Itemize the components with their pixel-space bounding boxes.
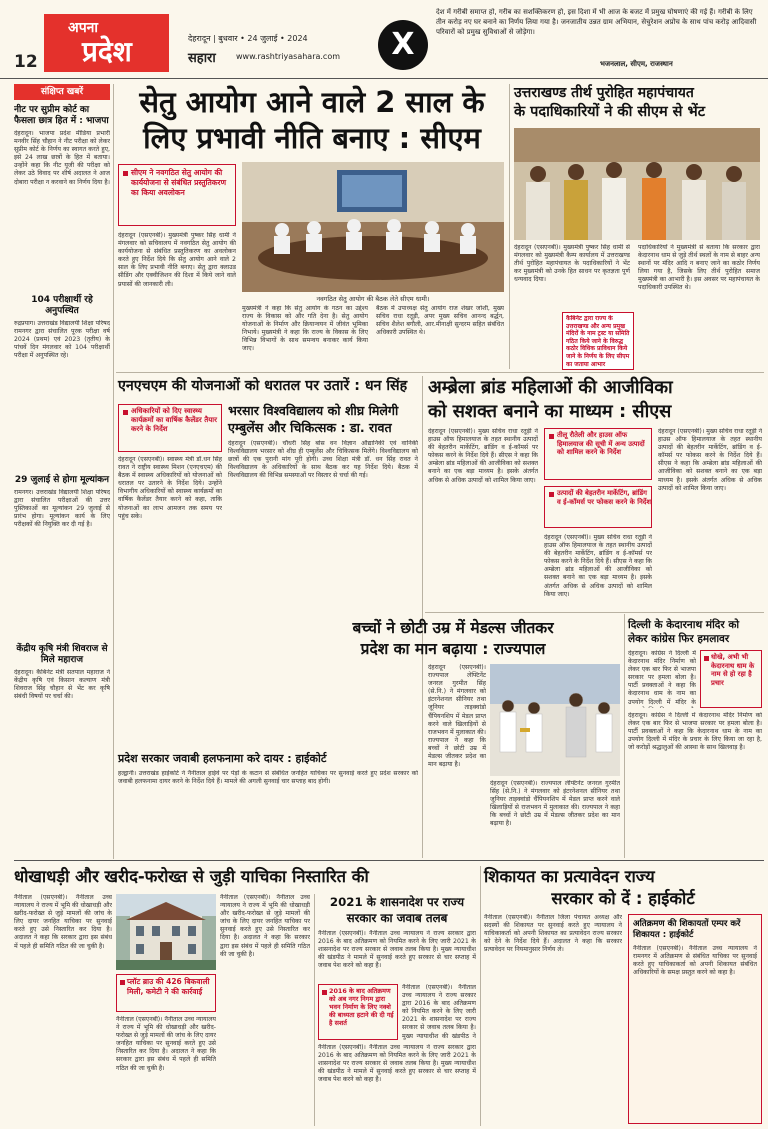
bullet-icon [549,492,554,497]
brief-4-title: केंद्रीय कृषि मंत्री शिवराज से मिले महाराज [16,644,108,665]
grievance-body: नैनीताल (एसएनबी)। नैनीताल जिला पंचायत अध्यक्ष और सदस्यों की शिकायत पर सुनवाई करते हुए न्यायालय ने याचिकाकर्ता को अपनी शिकायत का प्रत्यावेदन राज्य सरकार को देने के निर्देश दिये हैं। अदालत ने कहा कि सरकार प्रत्यावेदन पर नियमानुसार निर्णय ले। [484,914,622,954]
medal-headline [290,618,616,660]
divider [113,84,114,859]
grievance-headline-line-2: सरकार को दें : हाईकोर्ट [551,889,695,908]
fraud-photo [116,894,216,970]
grievance-box-body: नैनीताल (एसएनबी)। नैनीताल उच्च न्यायालय ने रामनगर में अतिक्रमण से संबंधित याचिका पर सुनवाई करते हुए याचिकाकर्ता को अपनी शिकायत संबंधित अधिकारियों के समक्ष प्रस्तुत करने को कहा है। [633,945,757,977]
lead-bullet-text: सीएम ने नवगठित सेतु आयोग की कार्ययोजना से संबंधित प्रस्तुतिकरण का किया अवलोकन [131,168,227,197]
grievance-headline-line-1: शिकायत का प्रत्यावेदन राज्य [484,867,655,886]
shasnadesh-headline-line-1: 2021 के शासनादेश पर राज्य [329,895,465,909]
kedar-bullet-text: धोखे, अभी भी केदारनाथ धाम के नाम से हो रहा है प्रचार [711,653,755,687]
shasnadesh-headline [318,894,476,926]
brand-main: प्रदेश [82,35,132,68]
women-bullet-2-text: उत्पादों की बेहतरीन मार्केटिंग, ब्रांडिंग व ई-कॉमर्स पर फोकस करने के निर्देश [557,489,651,506]
shasnadesh-bullet [318,984,398,1040]
bullet-icon [549,434,554,439]
women-bullet-2 [544,486,652,528]
grievance-box [628,914,762,1124]
paper-logo: सहारा [188,51,216,66]
masthead-rule [0,78,768,79]
right-top-body-2: पदाधिकारियों ने मुख्यमंत्री से बताया कि सरकार द्वारा केदारनाथ धाम से जुड़े तीर्थ स्थलों के नाम से बाहर अन्य स्थानों पर मंदिर आदि न बनाए जाने का कठोर निर्णय लिया गया है, जिसके लिए तीर्थ पुरोहित समाज मुख्यमंत्री का आभारी है। इस अवसर पर महापंचायत के पदाधिकारी उपस्थित थे। [638,244,760,292]
kedar-body: देहरादून। कांग्रेस ने दिल्ली में केदारनाथ मंदिर निर्माण को लेकर एक बार फिर से भाजपा सरकार पर हमला बोला है। पार्टी प्रवक्ताओं ने कहा कि केदारनाथ धाम के नाम का उपयोग दिल्ली में मंदिर के [628,650,696,706]
bullet-icon [123,410,128,415]
grievance-headline [484,866,762,910]
medal-body: देहरादून (एसएनबी)। राज्यपाल लेफ्टिनेंट जनरल गुरमीत सिंह (से.नि.) ने मंगलवार को इंटरनेशनल सीनियर तथा जूनियर ताइक्वांडो चैंपियनशिप में मेडल प्राप्त करने वाले खिलाड़ियों से राजभवन में मुलाकात की। राज्यपाल ने कहा कि बच्चों ने छोटी उम्र में मेडल्स जीतकर प्रदेश का मान बढ़ाया है। [428,664,486,769]
shasnadesh-body: नैनीताल (एसएनबी)। नैनीताल उच्च न्यायालय ने राज्य सरकार द्वारा 2016 के बाद अतिक्रमण को नियमित करने के लिए जारी 2021 के शासनादेश पर राज्य सरकार से जवाब तलब किया है। मुख्य न्यायाधीश की खंडपीठ ने मामले में सुनवाई करते हुए सरकार से चार सप्ताह में जवाब पेश करने को कहा है। [318,930,476,970]
lead-headline [118,84,506,156]
x-logo-icon [378,20,428,70]
lead-photo-caption: नवगठित सेतु आयोग की बैठक लेते सीएम धामी। [316,295,430,303]
delegation-photo-svg [514,128,760,240]
women-bullet-1-text: तीलू रौतेली और हाउस ऑफ हिमालयाज की सूची में अन्य उत्पादों को शामिल करने के निर्देश [557,431,645,457]
right-top-headline-line-2: के पदाधिकारियों ने की सीएम से भेंट [514,104,706,120]
website[interactable]: www.rashtriyasahara.com [236,52,341,61]
right-top-bullet-text: कैबिनेट द्वारा राज्य के उत्तराखण्ड और अन्य प्रमुख मंदिरों के नाम ट्रस्ट या समिति गठित किये जाने के विरुद्ध कठोर विधिक प्राविधान किये जाने के निर्णय के लिए सीएम का जताया आभार [566,315,630,368]
lead-bullet [118,164,236,226]
bullet-icon [322,990,327,995]
brand-top: अपना [68,20,99,36]
fraud-body: नैनीताल (एसएनबी)। नैनीताल उच्च न्यायालय ने राज्य में भूमि की धोखाधड़ी और खरीद-फरोख्त से जुड़े मामलों की जांच के लिए दायर जनहित याचिका पर सुनवाई करते हुए उसे निस्तारित कर दिया है। अदालत ने कहा कि सरकार द्वारा इस संबंध में पहले ही समिति गठित की जा चुकी है। [14,894,112,950]
lead-headline-line-2: लिए प्रभावी नीति बनाए : सीएम [143,121,481,155]
bharsar-headline-line-1: भरसार विश्वविद्यालय को शीघ्र मिलेगी [228,403,399,418]
medal-headline-line-1: बच्चों ने छोटी उम्र में मेडल्स जीतकर [352,619,554,637]
bullet-icon [123,171,128,176]
masthead-quote: देश में गरीबी समाप्त हो, गरीब का सशक्तिकरण हो, इस दिशा में भी आज के बजट में प्रमुख घोषणाएं की गई हैं। गरीबी के लिए तीन करोड़ नए घर बनाने का निर्णय लिया गया है। जनजातीय उन्नत ग्राम अभियान, सेचुरेशन अप्रोच के साथ पांच करोड़ आदिवासी परिवारों को प्रमुख सुविधाओं से जोड़ेगा। [436,8,757,36]
divider [14,860,764,861]
kedar-headline-line-2: लेकर कांग्रेस फिर हमलावर [628,633,730,645]
court-building-photo-svg [116,894,216,970]
brief-3-title: 29 जुलाई से होगा मूल्यांकन [14,475,110,485]
nhm-bullet-text: अधिकारियों को दिए स्वास्थ्य कार्यक्रमों का वार्षिक कैलेंडर तैयार करने के निर्देश [131,407,217,433]
right-top-photo [514,128,760,240]
shasnadesh-body-3: नैनीताल (एसएनबी)। नैनीताल उच्च न्यायालय ने राज्य सरकार द्वारा 2016 के बाद अतिक्रमण को नियमित करने के लिए जारी 2021 के शासनादेश पर राज्य सरकार से जवाब तलब किया है। मुख्य न्यायाधीश की खंडपीठ ने मामले में सुनवाई करते हुए सरकार से चार सप्ताह में जवाब पेश करने को कहा है। [318,1044,476,1084]
lead-body-3: बैठक में उपाध्यक्ष सेतु आयोग राज शेखर जोशी, मुख्य सचिव राधा रतूड़ी, अपर मुख्य सचिव आनन्द बर्द्धन, सचिव शैलेश बगौली, आर.मीनाक्षी सुन्दरम सहित संबंधित अधिकारी उपस्थित थे। [376,305,504,337]
hc-panel-body: हल्द्वानी। उत्तराखंड हाईकोर्ट ने नैनीताल हाईवे पर पेड़ों के कटान से संबंधित जनहित याचिका पर सुनवाई करते हुए प्रदेश सरकार को जवाबी हलफनामा दायर करने के निर्देश दिये हैं। मामले की अगली सुनवाई चार सप्ताह बाद होगी। [118,770,418,786]
shasnadesh-body-2: नैनीताल (एसएनबी)। नैनीताल उच्च न्यायालय ने राज्य सरकार द्वारा 2016 के बाद अतिक्रमण को नियमित करने के लिए जारी 2021 के शासनादेश पर राज्य सरकार से जवाब तलब किया है। मुख्य न्यायाधीश की खंडपीठ ने [402,984,476,1040]
lead-body-2: मुख्यमंत्री ने कहा कि सेतु आयोग के गठन का उद्देश्य राज्य के विकास को और गति देना है। सेतु आयोग योजनाओं के निर्माण और क्रियान्वयन में जीवंत भूमिका निभाये। मुख्यमंत्री ने कहा कि राज्य के विकास के लिए विभिन्न विभागों के साथ समन्वय बनाकर कार्य किया जाए। [242,305,368,353]
fraud-headline: धोखाधड़ी और खरीद-फरोख्त से जुड़ी याचिका निस्तारित की [14,867,369,886]
divider [480,866,481,1126]
lead-photo [242,162,504,292]
divider [422,376,423,858]
page-number: 12 [14,52,38,72]
shasnadesh-bullet-text: 2016 के बाद अतिक्रमण को अब नगर निगम द्वारा भवन निर्माण के लिए नक्शे की बाध्यता हटाने की दी गई है सशर्त [329,987,394,1027]
nhm-body: देहरादून (एसएनबी)। स्वास्थ्य मंत्री डॉ.धन सिंह रावत ने राष्ट्रीय स्वास्थ्य मिशन (एनएचएम) की बैठक में स्वास्थ्य अधिकारियों को योजनाओं को धरातल पर उतारने के निर्देश दिये। उन्होंने विभागीय अधिकारियों को स्वास्थ्य कार्यक्रमों का वार्षिक कैलेंडर तैयार करने को कहा, ताकि योजनाओं का लाभ आमजन तक समय पर पहुंच सके। [118,456,222,520]
kedar-bullet [700,650,762,708]
masthead [0,0,768,80]
women-body-3: देहरादून (एसएनबी)। मुख्य सचिव राधा रतूड़ी ने हाउस ऑफ हिमालयाज के तहत स्थानीय उत्पादों की बेहतरीन मार्केटिंग, ब्रांडिंग व ई-कॉमर्स पर फोकस करने के निर्देश दिये हैं। सीएस ने कहा कि अम्ब्रेला ब्रांड महिलाओं की आजीविका को सशक्त बनाने का एक बड़ा माध्यम है। इसके अंतर्गत अधिक से अधिक उत्पादों को शामिल किया जाए। [658,428,762,492]
brief-4-body: देहरादून। कैबिनेट मंत्री सतपाल महाराज ने केंद्रीय कृषि एवं किसान कल्याण मंत्री शिवराज सिंह चौहान से भेंट कर कृषि संबंधी विषयों पर चर्चा की। [14,669,110,701]
bharsar-headline-line-2: एम्बुलेंस और चिकित्सक : डा. रावत [228,420,392,435]
fraud-body-3: नैनीताल (एसएनबी)। नैनीताल उच्च न्यायालय ने राज्य में भूमि की धोखाधड़ी और खरीद-फरोख्त से जुड़े मामलों की जांच के लिए दायर जनहित याचिका पर सुनवाई करते हुए उसे निस्तारित कर दिया है। अदालत ने कहा कि सरकार द्वारा इस संबंध में पहले ही समिति गठित की जा चुकी है। [220,894,310,958]
taekwondo-photo-svg [490,664,620,776]
x-logo-letter: X [391,27,415,62]
fraud-bullet-text: प्लॉट ब्राउ की 426 बिकवाली मिली, कमेटी ने की कार्रवाई [127,977,210,996]
divider [314,894,315,1126]
nhm-bullet [118,404,222,452]
brief-3-body: रामनगर। उत्तराखंड विद्यालयी शिक्षा परिषद द्वारा संचालित परीक्षाओं की उत्तर पुस्तिकाओं का मूल्यांकन 29 जुलाई से प्रारंभ होगा। मूल्यांकन कार्य के लिए परीक्षकों की नियुक्ति कर दी गई है। [14,489,110,529]
women-headline [428,376,762,424]
meeting-photo-svg [242,162,504,292]
fraud-body-2: नैनीताल (एसएनबी)। नैनीताल उच्च न्यायालय ने राज्य में भूमि की धोखाधड़ी और खरीद-फरोख्त से जुड़े मामलों की जांच के लिए दायर जनहित याचिका पर सुनवाई करते हुए उसे निस्तारित कर दिया है। अदालत ने कहा कि सरकार द्वारा इस संबंध में पहले ही समिति गठित की जा चुकी है। [116,1016,216,1072]
bharsar-body: देहरादून (एसएनबी)। चौधरी सिंह बोस वन विज्ञान औद्यानिकी एवं वानिकी विश्वविद्यालय भरसार को शीघ्र ही एम्बुलेंस और चिकित्सक मिलेंगे। विश्वविद्यालय को छात्रों की एक पुरानी मांग पूरी होगी। उच्च शिक्षा मंत्री डॉ. धन सिंह रावत ने विश्वविद्यालय के अधिकारियों के साथ बैठक कर यह निर्देश दिये। बैठक में विश्वविद्यालय की विभिन्न समस्याओं पर विस्तार से चर्चा की गई। [228,440,418,480]
brief-1-body: देहरादून। भाजपा प्रदेश मीडिया प्रभारी मनवीर सिंह चौहान ने नीट परीक्षा को लेकर सुप्रीम कोर्ट के निर्णय का स्वागत करते हुए, इसे 24 लाख छात्रों के हित में बताया। उन्होंने कहा कि नीट यूजी की परीक्षा को लेकर उठे विवाद पर शीर्ष अदालत ने आज दोबारा परीक्षा न करवाने का निर्णय दिया है। [14,130,110,186]
bharsar-headline [228,402,418,436]
divider [624,614,625,858]
dateline: देहरादून | बुधवार • 24 जुलाई • 2024 [188,34,308,43]
bullet-icon [120,980,125,985]
women-body-2: देहरादून (एसएनबी)। मुख्य सचिव राधा रतूड़ी ने हाउस ऑफ हिमालयाज के तहत स्थानीय उत्पादों की बेहतरीन मार्केटिंग, ब्रांडिंग व ई-कॉमर्स पर फोकस करने के निर्देश दिये हैं। सीएस ने कहा कि अम्ब्रेला ब्रांड महिलाओं की आजीविका को सशक्त बनाने का एक बड़ा माध्यम है। इसके अंतर्गत अधिक से अधिक उत्पादों को शामिल किया जाए। [544,534,652,598]
women-body: देहरादून (एसएनबी)। मुख्य सचिव राधा रतूड़ी ने हाउस ऑफ हिमालयाज के तहत स्थानीय उत्पादों की बेहतरीन मार्केटिंग, ब्रांडिंग व ई-कॉमर्स पर फोकस करने के निर्देश दिये हैं। सीएस ने कहा कि अम्ब्रेला ब्रांड महिलाओं की आजीविका को सशक्त बनाने का एक बड़ा माध्यम है। इसके अंतर्गत अधिक से अधिक उत्पादों को शामिल किया जाए। [428,428,538,484]
brief-2-title: 104 परीक्षार्थी रहे अनुपस्थित [31,295,93,316]
lead-headline-line-1: सेतु आयोग आने वाले 2 साल के [139,85,485,119]
medal-body-2: देहरादून (एसएनबी)। राज्यपाल लेफ्टिनेंट जनरल गुरमीत सिंह (से.नि.) ने मंगलवार को इंटरनेशनल सीनियर तथा जूनियर ताइक्वांडो चैंपियनशिप में मेडल प्राप्त करने वाले खिलाड़ियों से राजभवन में मुलाकात की। राज्यपाल ने कहा कि बच्चों ने छोटी उम्र में मेडल्स जीतकर प्रदेश का मान बढ़ाया है। [490,780,620,828]
hc-panel-headline: प्रदेश सरकार जवाबी हलफनामा करे दायर : हाईकोर्ट [118,752,327,765]
kedar-headline-line-1: दिल्ली के केदारनाथ मंदिर को [628,619,740,631]
bullet-icon [704,656,709,661]
grievance-box-title: अतिक्रमण की शिकायतों एम्पर करें शिकायत : हाईकोर्ट [633,919,741,940]
medal-headline-line-2: प्रदेश का मान बढ़ाया : राज्यपाल [360,640,546,658]
divider [116,372,764,373]
right-top-headline [514,84,760,122]
fraud-bullet [116,974,216,1012]
kedar-headline [628,618,762,646]
women-headline-line-1: अम्ब्रेला ब्रांड महिलाओं की आजीविका [428,377,673,398]
nhm-headline: एनएचएम की योजनाओं को धरातल पर उतारें : धन सिंह [118,378,408,394]
kedar-body-2: देहरादून। कांग्रेस ने दिल्ली में केदारनाथ मंदिर निर्माण को लेकर एक बार फिर से भाजपा सरकार पर हमला बोला है। पार्टी प्रवक्ताओं ने कहा कि केदारनाथ धाम के नाम का उपयोग दिल्ली में मंदिर के प्रचार के लिए किया जा रहा है, जो करोड़ों श्रद्धालुओं की आस्था के साथ खिलवाड़ है। [628,712,762,752]
right-top-body-1: देहरादून (एसएनबी)। मुख्यमंत्री पुष्कर सिंह धामी से मंगलवार को मुख्यमंत्री कैम्प कार्यालय में उत्तराखण्ड तीर्थ पुरोहित महापंचायत के पदाधिकारियों ने भेंट कर मुख्यमंत्री को उनके हित साधन पर कृतज्ञता पूर्ण धन्यवाद दिया। [514,244,630,284]
women-headline-line-2: को सशक्त बनाने का माध्यम : सीएस [428,401,672,422]
brand-badge [44,14,169,72]
right-top-headline-line-1: उत्तराखण्ड तीर्थ पुरोहित महापंचायत [514,85,694,101]
divider [425,612,764,613]
brief-header: संक्षिप्त खबरें [14,84,110,100]
quote-author: भजनलाल, सीएम, राजस्थान [600,60,673,68]
brief-1-title: नीट पर सुप्रीम कोर्ट का फैसला छात्र हित में : भाजपा [14,105,109,126]
divider [509,84,510,369]
lead-body-1: देहरादून (एसएनबी)। मुख्यमंत्री पुष्कर सिंह धामी ने मंगलवार को सचिवालय में नवगठित सेतु आयोग की कार्ययोजना से संबंधित प्रस्तुतिकरण का अवलोकन करते हुए निर्देश दिये कि सेतु आयोग आने वाले 2 साल के लिए प्रभावी नीति बनाए। सेतु द्वारा क्लाउड सीडिंग और एक्वीजिशन की दिशा में किये जाने वाले प्रयासों की जानकारी ली। [118,232,236,288]
brief-column [14,84,110,857]
women-bullet-1 [544,428,652,480]
brief-2-body: रुद्रप्रयाग। उत्तराखंड विद्यालयी शिक्षा परिषद रामनगर द्वारा संचालित पूरक परीक्षा वर्ष 2024 (प्रथम) एवं 2023 (तृतीय) के पांचवें दिन मंगलवार को 104 परीक्षार्थी परीक्षा में अनुपस्थित रहे। [14,320,110,360]
shasnadesh-headline-line-2: सरकार का जवाब तलब [346,911,448,925]
right-top-bullet [562,312,634,370]
medal-photo [490,664,620,776]
